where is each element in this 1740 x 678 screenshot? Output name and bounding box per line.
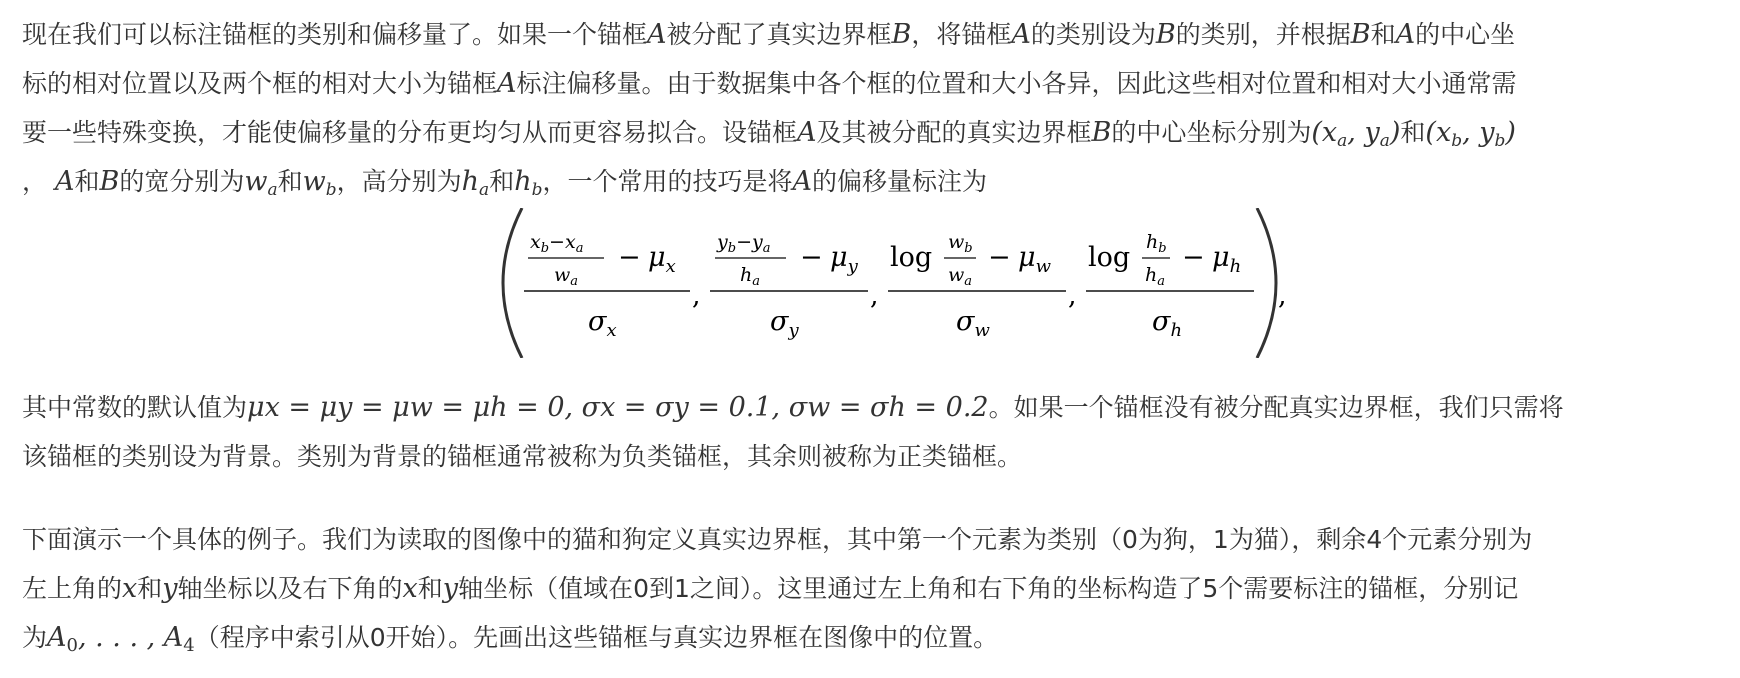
text-run: 和: [489, 167, 515, 196]
sigma-x: $\sigma_x$: [588, 306, 617, 341]
math-var: x: [402, 573, 418, 604]
text-run: 和: [1370, 20, 1396, 49]
text-run: 和: [277, 167, 303, 196]
text-line: [22, 432, 1564, 481]
inner-denominator: $h_a$: [740, 264, 761, 289]
math-subscript: 4: [183, 635, 195, 656]
left-paren: [503, 208, 522, 358]
mu-w: $\mu_w$: [1018, 242, 1051, 277]
math-subscript: b: [1451, 131, 1463, 151]
minus-sign: −: [988, 242, 1011, 273]
text-run: 标注偏移量。由于数据集中各个框的位置和大小各异，因此这些相对位置和相对大小通常需: [516, 69, 1517, 98]
sigma-w: $\sigma_w$: [956, 306, 990, 341]
text-run: 和: [137, 574, 163, 603]
text-run: 的类别，并根据: [1175, 20, 1351, 49]
text-run: 的中心坐标分别为: [1111, 118, 1312, 147]
math-var: B: [1091, 117, 1112, 148]
text-run: 和: [417, 574, 443, 603]
math-token: ): [1505, 117, 1516, 148]
formula-svg: [22, 208, 1722, 358]
comma: ,: [870, 280, 879, 311]
text-run: 。如果一个锚框没有被分配真实边界框，我们只需将: [988, 393, 1564, 422]
minus-sign: −: [618, 242, 641, 273]
math-subscript: b: [531, 180, 543, 200]
offset-formula: [22, 208, 1722, 358]
math-token: (x: [1425, 117, 1452, 148]
paragraph-example: [22, 515, 1532, 662]
text-line: [22, 108, 1517, 157]
text-run: 和: [1400, 118, 1426, 147]
math-var: A: [797, 117, 817, 148]
math-var: B: [1350, 19, 1371, 50]
math-var: B: [891, 19, 912, 50]
math-subscript: 0: [66, 635, 78, 656]
math-var: w: [244, 166, 268, 197]
math-var: x: [122, 573, 138, 604]
math-token: , y: [1347, 117, 1380, 148]
text-run: 该锚框的类别设为背景。类别为背景的锚框通常被称为负类锚框，其余则被称为正类锚框。: [22, 442, 1023, 471]
inner-denominator: $w_a$: [948, 264, 973, 289]
mu-h: $\mu_h$: [1212, 242, 1242, 277]
sigma-y: $\sigma_y$: [770, 306, 799, 341]
minus-sign: −: [1182, 242, 1205, 273]
math-var: w: [302, 166, 326, 197]
math-coord-b: [1425, 117, 1516, 151]
inner-numerator: $x_b-x_a$: [530, 231, 584, 256]
math-subscript: a: [267, 180, 278, 200]
text-run: ，将锚框: [911, 20, 1012, 49]
math-var: A: [47, 622, 67, 653]
term-h: [1086, 231, 1254, 341]
minus-sign: −: [800, 242, 823, 273]
math-var: h: [461, 166, 480, 197]
comma: ,: [692, 280, 701, 311]
text-line: [22, 59, 1517, 108]
math-equation: μx = μy = μw = μh = 0, σx = σy = 0.1, σw = σh = 0.2: [247, 392, 989, 423]
text-line: [22, 10, 1517, 59]
term-x: [524, 231, 690, 341]
text-run: ，高分别为: [336, 167, 462, 196]
math-subscript: b: [325, 180, 337, 200]
text-run: （程序中索引从0开始）。先画出这些锚框与真实边界框在图像中的位置。: [194, 623, 999, 652]
text-run: 和: [74, 167, 100, 196]
math-var: A: [163, 622, 184, 653]
paragraph-anchor-labeling: [22, 10, 1517, 206]
comma: ,: [1068, 280, 1077, 311]
text-run: 的类别设为: [1030, 20, 1156, 49]
text-run: 下面演示一个具体的例子。我们为读取的图像中的猫和狗定义真实边界框，其中第一个元素为类别（0为狗，1为猫），剩余4个元素分别为: [22, 525, 1533, 554]
math-var: B: [1155, 19, 1176, 50]
text-line: [22, 515, 1532, 564]
text-run: 标的相对位置以及两个框的相对大小为锚框: [22, 69, 498, 98]
math-var: y: [442, 573, 459, 604]
math-subscript: a: [1379, 131, 1390, 151]
text-line: [22, 564, 1532, 613]
text-run: 要一些特殊变换，才能使偏移量的分布更均匀从而更容易拟合。设锚框: [22, 118, 798, 147]
text-run: 的宽分别为: [119, 167, 245, 196]
text-run: 的中心坐: [1415, 20, 1516, 49]
text-run: 被分配了真实边界框: [666, 20, 892, 49]
right-paren: [1257, 208, 1276, 358]
term-w: [888, 231, 1066, 341]
paragraph-default-constants: [22, 383, 1564, 481]
text-run: 其中常数的默认值为: [22, 393, 248, 422]
sigma-h: $\sigma_h$: [1152, 306, 1183, 341]
math-var: A: [792, 166, 812, 197]
log-text: log: [1088, 242, 1131, 273]
trailing-comma: ,: [1278, 280, 1287, 311]
math-var: B: [99, 166, 120, 197]
math-var: A: [1011, 19, 1031, 50]
math-token: , . . . ,: [77, 622, 164, 653]
math-token: (x: [1311, 117, 1338, 148]
text-run: 左上角的: [22, 574, 123, 603]
math-coord-a: [1311, 117, 1401, 151]
math-token: ): [1389, 117, 1401, 148]
inner-numerator: $h_b$: [1146, 231, 1167, 256]
inner-numerator: $w_b$: [948, 231, 973, 256]
math-subscript: a: [479, 180, 490, 200]
math-var: A: [647, 19, 667, 50]
text-run: ，: [22, 167, 48, 196]
text-run: 轴坐标以及右下角的: [177, 574, 403, 603]
text-run: 及其被分配的真实边界框: [816, 118, 1092, 147]
text-run: 为: [22, 623, 48, 652]
text-line: [22, 613, 1532, 662]
math-token: , y: [1462, 117, 1495, 148]
math-subscript: a: [1337, 131, 1348, 151]
inner-denominator: $h_a$: [1145, 264, 1166, 289]
mu-y: $\mu_y$: [830, 242, 858, 277]
math-var: h: [514, 166, 532, 197]
text-run: 轴坐标（值域在0到1之间）。这里通过左上角和右下角的坐标构造了5个需要标注的锚框，分别记: [458, 574, 1519, 603]
inner-denominator: $w_a$: [554, 264, 579, 289]
math-subscript: b: [1494, 131, 1506, 151]
text-line: [22, 157, 1517, 206]
math-var: y: [162, 573, 178, 604]
mu-x: $\mu_x$: [648, 242, 676, 277]
term-y: [710, 231, 868, 341]
math-var: A: [54, 166, 75, 197]
text-line: [22, 383, 1564, 432]
math-var: A: [497, 68, 517, 99]
inner-numerator: $y_b-y_a$: [717, 231, 771, 256]
text-run: 的偏移量标注为: [812, 167, 988, 196]
math-var: A: [1395, 19, 1416, 50]
text-run: 现在我们可以标注锚框的类别和偏移量了。如果一个锚框: [22, 20, 648, 49]
text-run: ，一个常用的技巧是将: [542, 167, 793, 196]
log-text: log: [890, 242, 933, 273]
